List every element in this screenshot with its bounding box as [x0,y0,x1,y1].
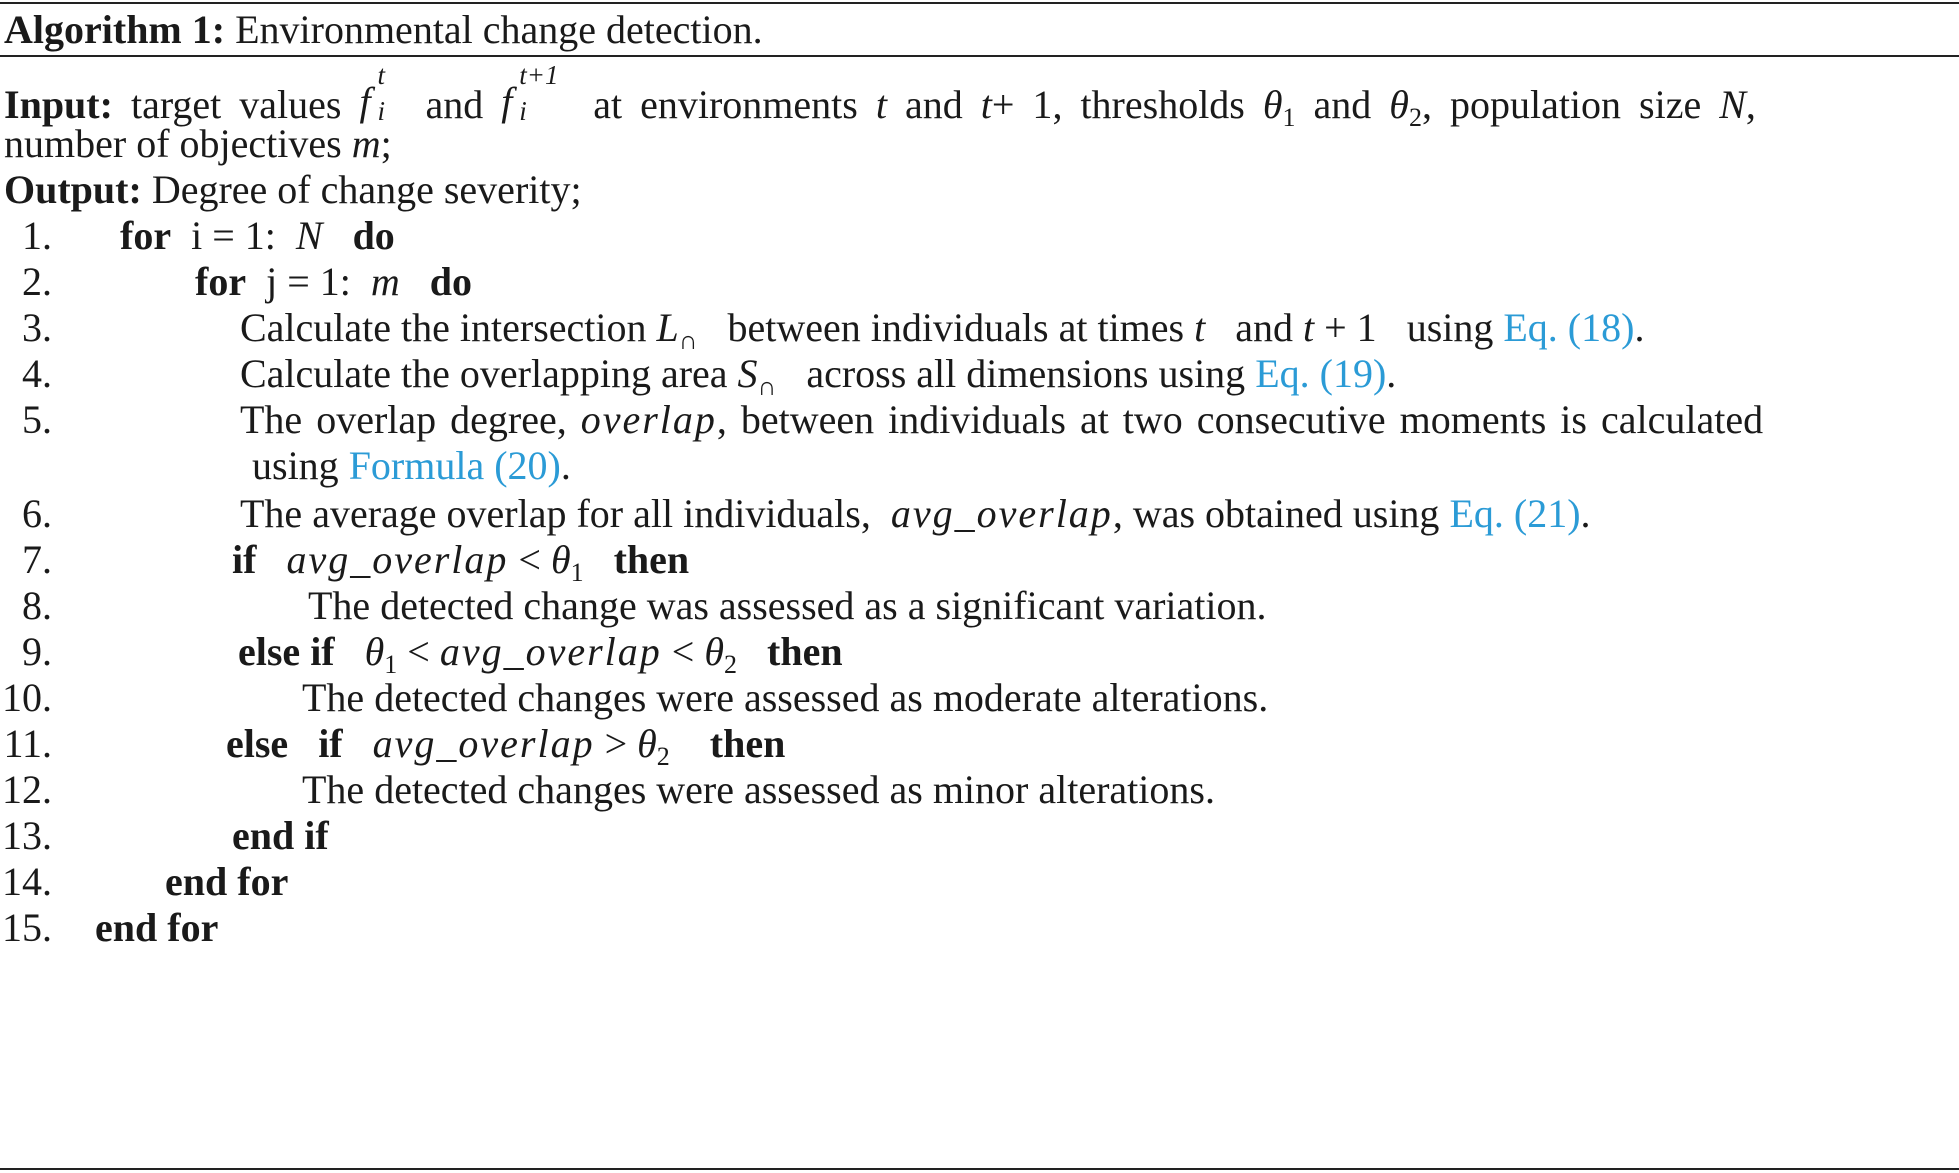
step-number: 15. [2,905,52,950]
cap-symbol: ∩ [757,372,777,401]
kw-then: then [613,537,690,582]
input-N: N [1719,82,1746,127]
loop-var-j: j = 1: [266,259,351,304]
step-6-text-a: The average overlap for all individuals, [240,491,871,536]
step-number: 2. [22,259,52,304]
step-7 [232,537,690,587]
input-line [4,60,1756,132]
step-number: 3. [22,305,52,350]
input-label: Input: [4,82,113,127]
kw-for: for [195,259,247,304]
input-text-population: population size [1449,82,1702,127]
cap-symbol: ∩ [678,326,698,355]
eq-21-link[interactable]: Eq. (21) [1449,491,1581,536]
theta-1: θ [364,629,385,674]
algorithm-title-text: Environmental change detection. [235,7,763,52]
period: . [1634,305,1645,350]
step-5-using: using [252,443,339,488]
overlap-var: overlap [580,397,717,442]
period: . [1580,491,1591,536]
step-10 [302,675,1269,720]
kw-if: if [318,721,343,766]
step-6-text-b: , was obtained using [1112,491,1440,536]
comma: , [1421,82,1432,127]
step-12-text: The detected changes were assessed as minor alterations. [302,767,1215,812]
f-i-t: f t i [359,60,385,126]
period: . [560,443,571,488]
input-m: m [351,121,381,166]
step-number: 4. [22,351,52,396]
step-number: 7. [22,537,52,582]
input-and-3: and [1313,82,1372,127]
sub-1: 1 [570,558,584,587]
output-text: Degree of change severity; [151,167,582,212]
kw-for: for [120,213,172,258]
and-text: and [1235,305,1293,350]
step-number: 11. [3,721,52,766]
avg-overlap-var: avg_overlap [890,491,1113,536]
lt-symbol: < [407,629,430,674]
input-plus1: + 1 [991,82,1053,127]
kw-end-for: end for [95,905,219,950]
input-and-2: and [904,82,963,127]
kw-then: then [709,721,786,766]
formula-20-link[interactable]: Formula (20) [348,443,561,488]
step-2 [195,259,473,304]
step-13 [232,813,329,858]
bottom-rule [0,1168,1959,1170]
kw-then: then [767,629,843,674]
lt-symbol: < [671,629,695,674]
step-5-text-b: , between individuals at two consecutive moments is calculated [716,397,1764,442]
kw-do: do [429,259,473,304]
output-label: Output: [4,167,142,212]
step-number: 9. [22,629,52,674]
step-number: 13. [2,813,52,858]
kw-end-for: end for [165,859,289,904]
sub-2: 2 [1408,103,1422,132]
step-11 [226,721,786,771]
step-8 [308,583,1267,628]
step-3-text-b: between individuals at times [727,305,1185,350]
avg-overlap-var: avg_overlap [439,629,662,674]
input-text-thresholds: thresholds [1080,82,1245,127]
step-number: 5. [22,397,52,442]
sub-2: 2 [656,742,670,771]
algorithm-label: Algorithm 1: [4,7,226,52]
symbol-t: t [1303,305,1315,350]
input-and-1: and [425,82,484,127]
step-number: 14. [2,859,52,904]
input-t: t [875,82,887,127]
sub-1: 1 [384,650,398,679]
step-number: 1. [22,213,52,258]
kw-do: do [352,213,395,258]
kw-if: if [232,537,257,582]
comma: , [1052,82,1063,127]
input-text-environments: at environments [593,82,858,127]
input-t2: t [980,82,992,127]
period: . [1386,351,1397,396]
avg-overlap-var: avg_overlap [286,537,509,582]
step-4-text-b: across all dimensions using [806,351,1246,396]
input-line-2 [4,121,392,166]
lt-symbol: < [518,537,541,582]
sub-2: 2 [724,650,738,679]
output-line [4,167,582,212]
step-9 [238,629,843,679]
step-14 [165,859,289,904]
loop-var-i: i = 1: [191,213,276,258]
step-10-text: The detected changes were assessed as moderate alterations. [302,675,1269,720]
kw-else-if: else if [238,629,335,674]
step-number: 6. [22,491,52,536]
gt-symbol: > [604,721,628,766]
step-3-using: using [1406,305,1494,350]
step-number: 10. [2,675,52,720]
theta-1: θ [1262,82,1283,127]
step-15 [95,905,219,950]
step-3-text-a: Calculate the intersection [240,305,647,350]
semicolon: ; [380,121,392,166]
input-objectives-text: number of objectives [4,121,342,166]
step-3 [240,305,1645,355]
algorithm-title [4,7,763,52]
comma: , [1745,82,1756,127]
theta-2: θ [704,629,725,674]
theta-1: θ [550,537,571,582]
step-4 [240,351,1397,401]
step-12 [302,767,1215,812]
input-text-target-values: target values [130,82,342,127]
step-1 [120,213,395,258]
step-number: 8. [22,583,52,628]
loop-m: m [370,259,400,304]
sub-1: 1 [1282,103,1296,132]
step-5-text-a: The overlap degree, [240,397,567,442]
symbol-L: L [656,305,679,350]
eq-19-link[interactable]: Eq. (19) [1255,351,1387,396]
step-6 [240,491,1591,536]
loop-N: N [295,213,323,258]
step-8-text: The detected change was assessed as a significant variation. [308,583,1267,628]
kw-end-if: end if [232,813,329,858]
step-number: 12. [2,767,52,812]
theta-2: θ [1389,82,1409,127]
symbol-t: t [1194,305,1206,350]
step-4-text-a: Calculate the overlapping area [240,351,728,396]
f-i-t-plus-1: f t+1 i [501,60,559,126]
step-5 [240,397,1764,442]
symbol-S: S [737,351,758,396]
top-rule [0,2,1959,4]
kw-else: else [226,721,289,766]
theta-2: θ [637,721,657,766]
step-5-continued [252,443,571,488]
eq-18-link[interactable]: Eq. (18) [1503,305,1635,350]
avg-overlap-var: avg_overlap [372,721,595,766]
plus-one: + 1 [1324,305,1377,350]
header-rule [0,55,1959,57]
